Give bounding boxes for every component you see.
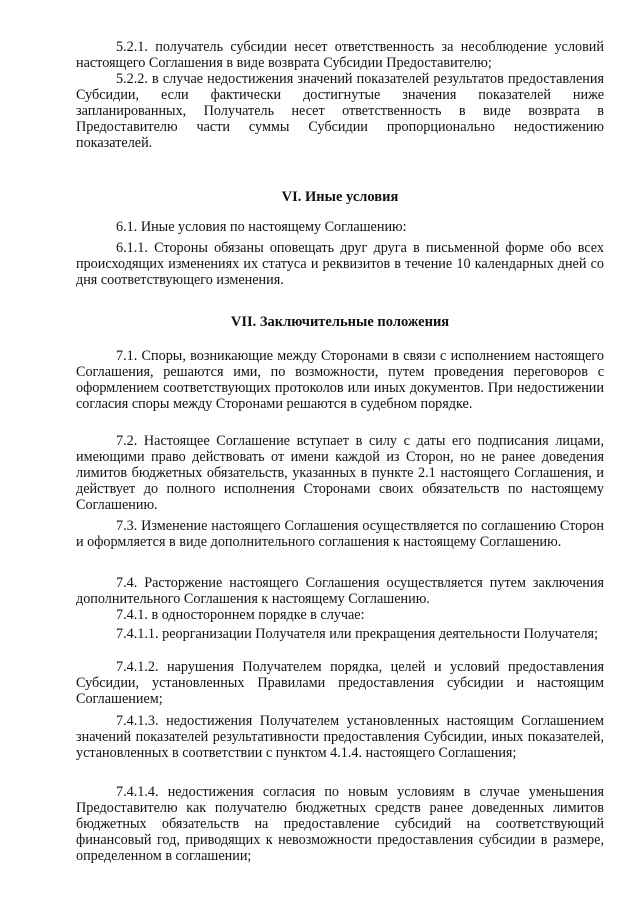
paragraph-7-3: 7.3. Изменение настоящего Соглашения осуществляется по соглашению Сторон и оформляется в виде дополнительного соглашения к настоящему Соглашению.: [76, 518, 604, 550]
paragraph-7-4-1-4: 7.4.1.4. недостижения согласия по новым условиям в случае уменьшения Предоставителю как получателю бюджетных средств ранее доведенных лимитов бюджетных обязательств на предоставление субсидий на соответствующий финансовый год, приводящих к невозможности предоставления субсидии в размере, определенном в соглашении;: [76, 784, 604, 864]
paragraph-5-2-2: 5.2.2. в случае недостижения значений показателей результатов предоставления Субсидии, если фактически достигнутые значения показателей ниже запланированных, Получатель несет ответственность в виде возврата в Предоставителю части суммы Субсидии пропорционально недостижению показателей.: [76, 71, 604, 151]
section-6-heading: VI. Иные условия: [281, 189, 399, 205]
paragraph-7-4-1: 7.4.1. в одностороннем порядке в случае:: [116, 607, 365, 623]
paragraph-6-1: 6.1. Иные условия по настоящему Соглашению:: [116, 219, 407, 235]
paragraph-7-4-1-2: 7.4.1.2. нарушения Получателем порядка, целей и условий предоставления Субсидии, установленных Правилами предоставления субсидии и настоящим Соглашением;: [76, 659, 604, 707]
paragraph-7-1: 7.1. Споры, возникающие между Сторонами в связи с исполнением настоящего Соглашения, решаются ими, по возможности, путем проведения переговоров с оформлением соответствующих протоколов или иных документов. При недостижении согласия споры между Сторонами решаются в судебном порядке.: [76, 348, 604, 412]
paragraph-7-4-1-1: 7.4.1.1. реорганизации Получателя или прекращения деятельности Получателя;: [116, 626, 599, 642]
paragraph-5-2-1: 5.2.1. получатель субсидии несет ответственность за несоблюдение условий настоящего Соглашения в виде возврата Субсидии Предоставителю;: [76, 39, 604, 71]
paragraph-6-1-1: 6.1.1. Стороны обязаны оповещать друг друга в письменной форме обо всех происходящих изменениях их статуса и реквизитов в течение 10 календарных дней со дня соответствующего изменения.: [76, 240, 604, 288]
paragraph-7-4: 7.4. Расторжение настоящего Соглашения осуществляется путем заключения дополнительного Соглашения к настоящему Соглашению.: [76, 575, 604, 607]
paragraph-7-4-1-3: 7.4.1.3. недостижения Получателем установленных настоящим Соглашением значений показателей результативности предоставления Субсидии, иных показателей, установленных в соответствии с пунктом 4.1.4. настоящего Соглашения;: [76, 713, 604, 761]
section-7-heading: VII. Заключительные положения: [230, 314, 450, 330]
paragraph-7-2: 7.2. Настоящее Соглашение вступает в силу с даты его подписания лицами, имеющими право действовать от имени каждой из Сторон, но не ранее доведения лимитов бюджетных обязательств, указанных в пункте 2.1 настоящего Соглашения, и действует до полного исполнения Сторонами своих обязательств по настоящему Соглашению.: [76, 433, 604, 513]
